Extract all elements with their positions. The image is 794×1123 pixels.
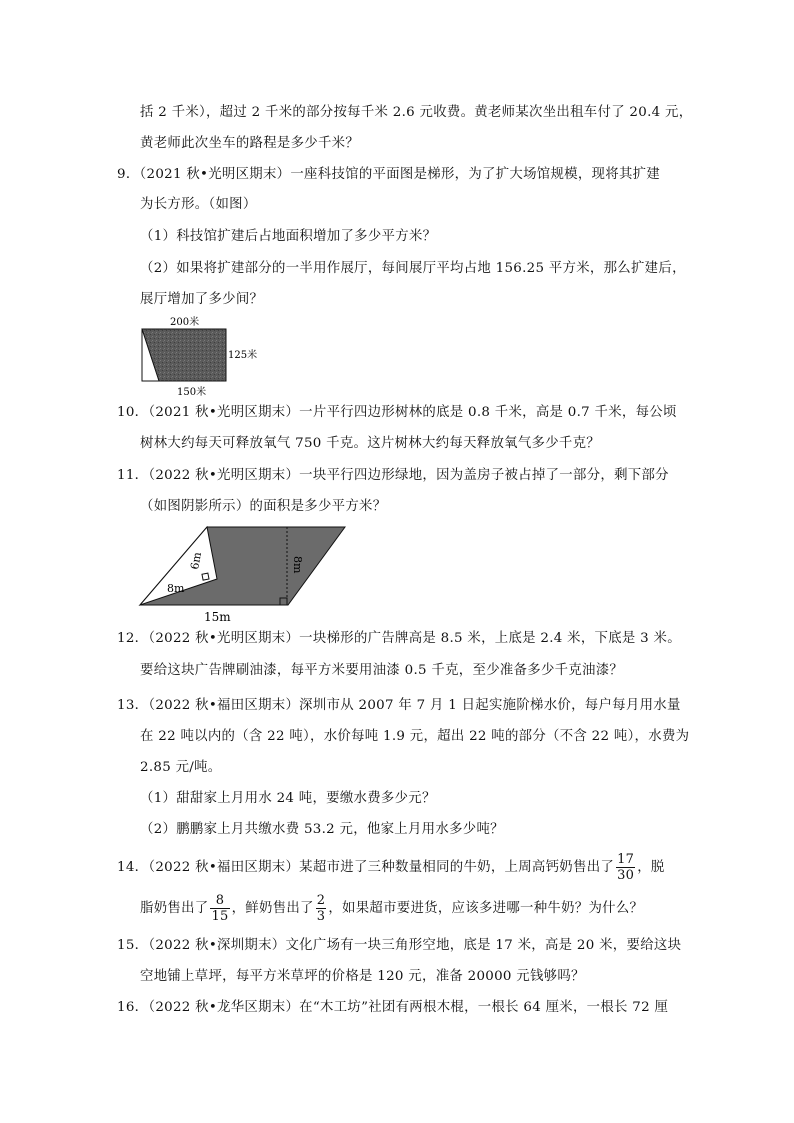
q15-line-2: 空地铺上草坪，每平方米草坪的价格是 120 元，准备 20000 元钱够吗？ <box>140 969 585 984</box>
q9-top-label: 200米 <box>170 317 200 328</box>
q14-fraction-2-denominator: 15 <box>211 909 229 924</box>
q8-line-1: 括 2 千米），超过 2 千米的部分按每千米 2.6 元收费。黄老师某次坐出租车付了 20.4 元， <box>140 105 693 120</box>
q11-label-base: 15m <box>204 610 231 624</box>
q14-fraction-3-denominator: 3 <box>316 909 326 924</box>
q14-fraction-2-numerator: 8 <box>210 893 229 909</box>
q11-parallelogram-figure <box>132 522 352 626</box>
q13-line-1: 13．（2022 秋•福田区期末）深圳市从 2007 年 7 月 1 日起实施阶梯水价，每户每月用水量 <box>117 698 681 713</box>
q13-line-2: 在 22 吨以内的（含 22 吨），水价每吨 1.9 元，超出 22 吨的部分（不含 22 吨），水费为 <box>140 729 690 744</box>
q14-line-2-c: ，如果超市要进货，应该多进哪一种牛奶？为什么？ <box>328 901 644 916</box>
q8-line-2: 黄老师此次坐车的路程是多少千米？ <box>140 136 360 151</box>
q16-line-1: 16．（2022 秋•龙华区期末）在“木工坊”社团有两根木棍，一根长 64 厘米，一根长 72 厘 <box>117 1000 669 1015</box>
q14-line-1-text: 14．（2022 秋•福田区期末）某超市进了三种数量相同的牛奶，上周高钙奶售出了 <box>117 860 615 875</box>
q13-sub-2: （2）鹏鹏家上月共缴水费 53.2 元，他家上月用水多少吨？ <box>140 822 504 837</box>
q11-label-8m-left: 8m <box>167 582 185 595</box>
q14-fraction-1 <box>616 852 635 883</box>
q12-line-1: 12．（2022 秋•光明区期末）一块梯形的广告牌高是 8.5 米，上底是 2.4 米，下底是 3 米。 <box>117 631 681 646</box>
q13-line-3: 2.85 元/吨。 <box>140 760 222 775</box>
q9-line-2: 为长方形。（如图） <box>140 197 257 212</box>
q14-line-1 <box>117 852 665 883</box>
q14-line-2 <box>140 893 643 924</box>
q9-line-1: 9．（2021 秋•光明区期末）一座科技馆的平面图是梯形，为了扩大场馆规模，现将其扩建 <box>117 167 661 182</box>
q9-sub-2-line-2: 展厅增加了多少间？ <box>140 292 264 307</box>
q10-line-2: 树林大约每天可释放氧气 750 千克。这片树林大约每天释放氧气多少千克？ <box>140 436 600 451</box>
q11-label-8m-height: 8m <box>291 556 304 574</box>
q9-right-label: 125米 <box>228 350 258 361</box>
q11-line-1: 11．（2022 秋•光明区期末）一块平行四边形绿地，因为盖房子被占掉了一部分，剩下部分 <box>117 468 669 483</box>
q14-line-2-a: 脂奶售出了 <box>140 901 209 916</box>
q14-fraction-1-numerator: 17 <box>617 852 635 867</box>
q11-label-6m: 6m <box>188 551 204 571</box>
q9-trapezoid-figure <box>132 312 258 400</box>
q15-line-1: 15．（2022 秋•深圳期末）文化广场有一块三角形空地，底是 17 米，高是 20 米，要给这块 <box>117 938 682 953</box>
q9-sub-1: （1）科技馆扩建后占地面积增加了多少平方米？ <box>140 229 437 244</box>
q11-line-2: （如图阴影所示）的面积是多少平方米？ <box>140 499 387 514</box>
q14-fraction-1-denominator: 30 <box>617 868 635 883</box>
q10-line-1: 10．（2021 秋•光明区期末）一片平行四边形树林的底是 0.8 千米，高是 0.7 千米，每公顷 <box>117 405 677 420</box>
q14-fraction-3-numerator: 2 <box>316 893 326 908</box>
q9-sub-2-line-1: （2）如果将扩建部分的一半用作展厅，每间展厅平均占地 156.25 平方米，那么扩建后， <box>140 261 686 276</box>
q14-fraction-3 <box>316 893 327 924</box>
q14-line-2-b: ，鲜奶售出了 <box>231 901 314 916</box>
q13-sub-1: （1）甜甜家上月用水 24 吨，要缴水费多少元？ <box>140 791 436 806</box>
q14-fraction-2 <box>210 893 229 924</box>
q12-line-2: 要给这块广告牌刷油漆，每平方米要用油漆 0.5 千克，至少准备多少千克油漆？ <box>140 663 624 678</box>
q9-bottom-label: 150米 <box>177 387 207 398</box>
q14-line-1-after: ，脱 <box>637 860 665 875</box>
